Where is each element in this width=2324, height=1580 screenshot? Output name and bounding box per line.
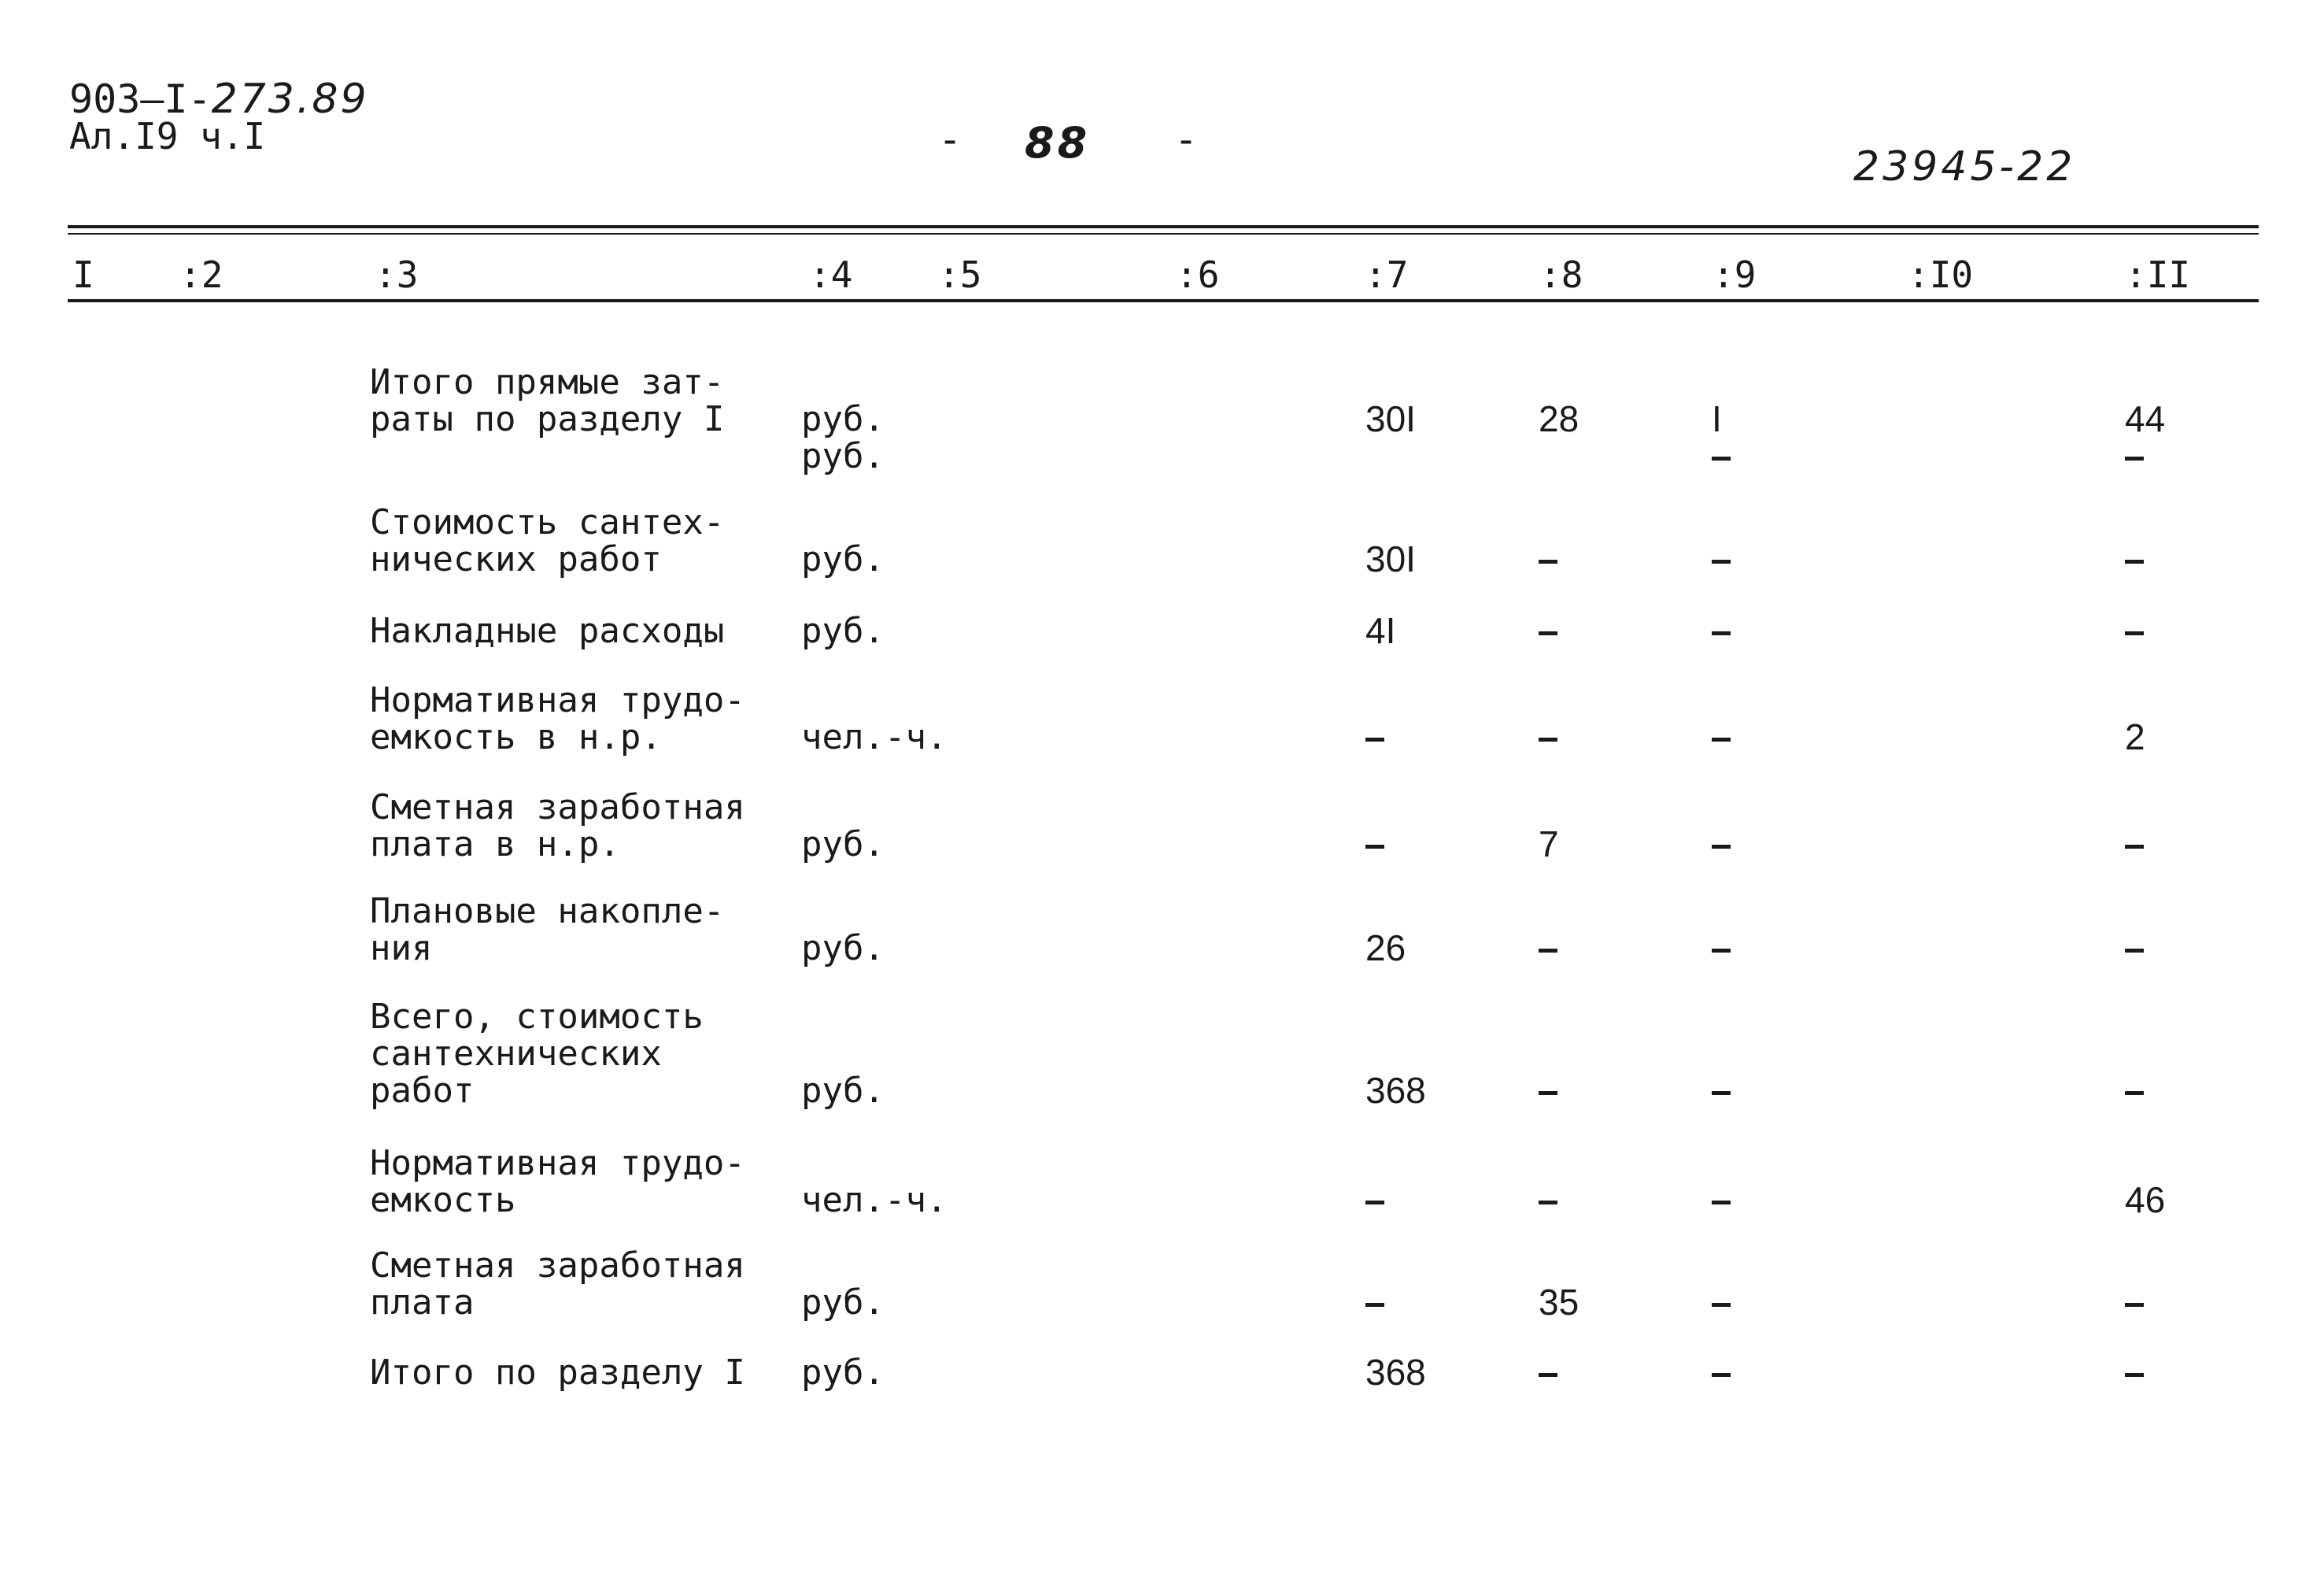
dash-mark: [1712, 845, 1731, 849]
cell-col8: [1539, 682, 1557, 756]
dash-mark: [2125, 457, 2144, 461]
dash-mark: [1712, 1091, 1731, 1095]
row-description: Сметная заработная плата в н.р.: [370, 787, 745, 864]
cell-col7: 368: [1365, 1070, 1426, 1111]
column-header: I: [72, 253, 94, 296]
dash-mark: [1539, 631, 1557, 635]
cell-col7: [1365, 789, 1384, 863]
dash-mark: [2125, 845, 2144, 849]
dash-mark: [2125, 1303, 2144, 1307]
cell-col9: I: [1712, 364, 1731, 475]
column-header: :I0: [1908, 253, 1974, 296]
cell-col11: [2125, 893, 2144, 967]
row-unit: чел.-ч.: [801, 1180, 948, 1220]
cell-col8: 7: [1539, 823, 1559, 864]
dash-mark: [1539, 1201, 1557, 1204]
row-unit: чел.-ч.: [801, 717, 948, 757]
row-description: Нормативная трудо- емкость в н.р.: [370, 680, 745, 757]
cell-col9: [1712, 612, 1731, 649]
column-header: :6: [1176, 253, 1220, 296]
dash-mark: [1712, 1303, 1731, 1307]
dash-mark: [1539, 1091, 1557, 1095]
dash-mark: [1539, 560, 1557, 564]
row-description: Накладные расходы: [370, 611, 725, 651]
column-header: :II: [2125, 253, 2191, 296]
cell-col7: 30I: [1365, 538, 1416, 579]
dash-mark: [2125, 949, 2144, 953]
cell-col7: 26: [1365, 927, 1406, 968]
document-code-prefix: 903–I-: [69, 76, 212, 122]
row-unit: руб.: [801, 611, 885, 651]
column-header: :3: [375, 253, 419, 296]
cell-col7: [1365, 682, 1384, 756]
cell-col7: [1365, 1145, 1384, 1219]
cell-col11: [2125, 789, 2144, 863]
table-top-rule: [68, 225, 2259, 228]
cell-col11: [2125, 504, 2144, 578]
document-code: [69, 76, 369, 123]
cell-col11: [2125, 612, 2144, 649]
cell-col8: [1539, 504, 1557, 578]
table-header-rule: [68, 299, 2259, 302]
row-unit: руб.: [801, 1352, 885, 1393]
row-description: Плановые накопле- ния: [370, 891, 725, 968]
cell-col8: [1539, 893, 1557, 967]
row-description: Сметная заработная плата: [370, 1245, 745, 1323]
dash-mark: [2125, 1373, 2144, 1377]
column-header: :8: [1539, 253, 1583, 296]
row-description: Итого по разделу I: [370, 1352, 745, 1393]
cell-col9: [1712, 998, 1731, 1109]
dash-mark: [1712, 738, 1731, 742]
cell-col7: 30I: [1365, 398, 1416, 439]
dash-mark: [1712, 1373, 1731, 1377]
table-top-rule-inner: [68, 233, 2259, 235]
cell-col7: 368: [1365, 1352, 1426, 1393]
page-number-dash-left: -: [938, 117, 962, 162]
row-description: Итого прямые зат- раты по разделу I: [370, 362, 725, 439]
cell-col9: [1712, 1354, 1731, 1391]
cell-col9: [1712, 789, 1731, 863]
cell-col11: 2: [2125, 716, 2145, 757]
dash-mark: [1365, 738, 1384, 742]
page-number-dash-right: -: [1174, 117, 1199, 162]
cell-col11: [2125, 1247, 2144, 1321]
row-description: Всего, стоимость сантехнических работ: [370, 997, 704, 1111]
cell-col9: [1712, 1247, 1731, 1321]
row-description: Стоимость сантех- нических работ: [370, 502, 725, 579]
column-header: :5: [938, 253, 982, 296]
inventory-stamp: 23945-22: [1853, 143, 2076, 191]
cell-col8: [1539, 1145, 1557, 1219]
document-code-handwritten: 273.89: [211, 76, 369, 123]
dash-mark: [2125, 560, 2144, 564]
album-reference: Ал.I9 ч.I: [69, 115, 266, 157]
dash-mark: [1712, 457, 1731, 461]
cell-col8: [1539, 1354, 1557, 1391]
row-unit: руб.: [801, 928, 885, 968]
cell-col9: [1712, 1145, 1731, 1219]
dash-mark: [1365, 1303, 1384, 1307]
cell-col8: 35: [1539, 1282, 1580, 1323]
cell-col8: 28: [1539, 398, 1580, 439]
cell-col11: 44: [2125, 364, 2165, 475]
cell-col9: [1712, 893, 1731, 967]
cell-col7: [1365, 1247, 1384, 1321]
row-unit: руб. руб.: [801, 399, 885, 476]
dash-mark: [1712, 560, 1731, 564]
column-header: :9: [1713, 253, 1757, 296]
cell-col8: [1539, 998, 1557, 1109]
dash-mark: [2125, 631, 2144, 635]
dash-mark: [1365, 1201, 1384, 1204]
page-number: 88: [1025, 118, 1091, 168]
cell-col7: 4I: [1365, 610, 1396, 651]
cell-col9: [1712, 682, 1731, 756]
dash-mark: [1712, 949, 1731, 953]
dash-mark: [1365, 845, 1384, 849]
row-unit: руб.: [801, 539, 885, 579]
cell-col9: [1712, 504, 1731, 578]
column-header: :4: [809, 253, 853, 296]
row-description: Нормативная трудо- емкость: [370, 1143, 745, 1220]
cell-col8: [1539, 612, 1557, 649]
dash-mark: [1712, 631, 1731, 635]
column-header: :7: [1365, 253, 1409, 296]
row-unit: руб.: [801, 1282, 885, 1323]
cell-col11: [2125, 1354, 2144, 1391]
row-unit: руб.: [801, 1071, 885, 1111]
column-header: :2: [179, 253, 224, 296]
cell-col11: 46: [2125, 1179, 2166, 1220]
row-unit: руб.: [801, 824, 885, 864]
dash-mark: [1539, 738, 1557, 742]
dash-mark: [1539, 949, 1557, 953]
dash-mark: [1539, 1373, 1557, 1377]
dash-mark: [1712, 1201, 1731, 1204]
dash-mark: [2125, 1091, 2144, 1095]
cell-col11: [2125, 998, 2144, 1109]
